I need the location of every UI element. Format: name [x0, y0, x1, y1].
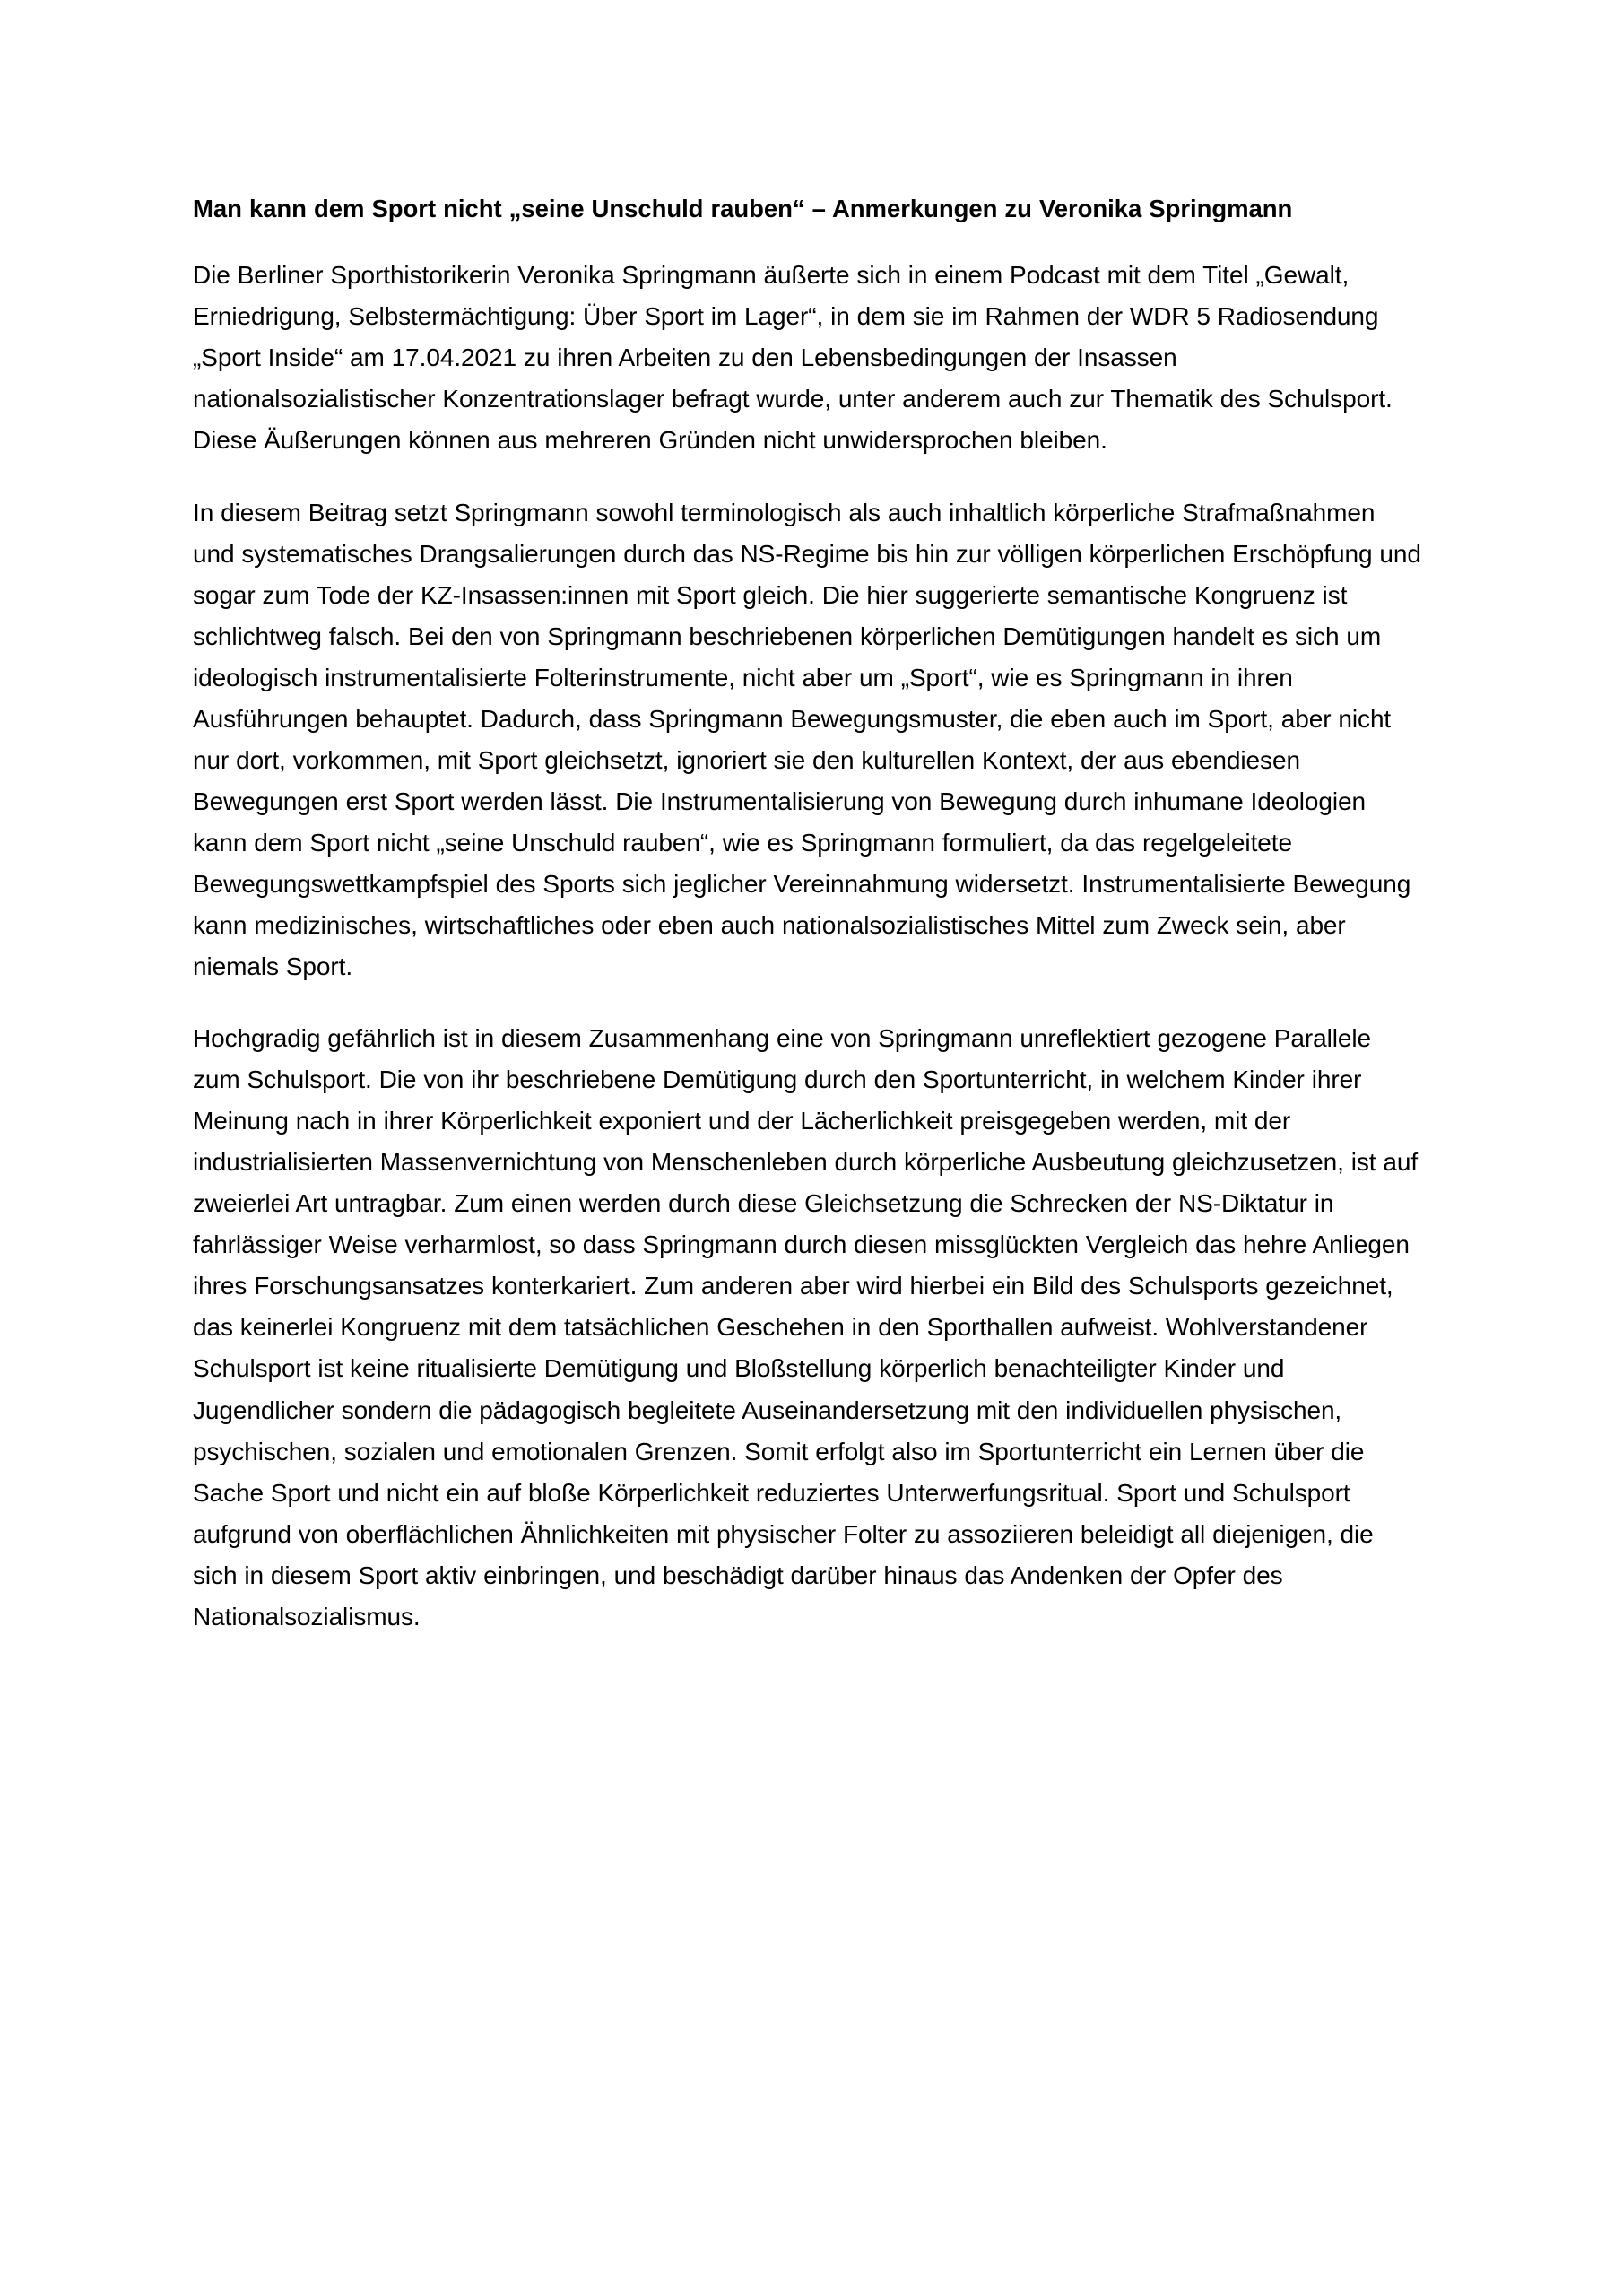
document-body [193, 193, 1421, 1638]
paragraph-1: Die Berliner Sporthistorikerin Veronika Springmann äußerte sich in einem Podcast mit dem Titel „Gewalt, Erniedrigung, Selbstermächtigung: Über Sport im Lager“, in dem sie im Rahmen der WDR 5 Radiosendung „Sport Inside“ am 17.04.2021 zu ihren Arbeiten zu den Lebensbedingungen der Insassen nationalsozialistischer Konzentrationslager befragt wurde, unter anderem auch zur Thematik des Schulsport. Diese Äußerungen können aus mehreren Gründen nicht unwidersprochen bleiben. [193, 261, 1393, 455]
paragraph-3: Hochgradig gefährlich ist in diesem Zusammenhang eine von Springmann unreflektiert gezogene Parallele zum Schulsport. Die von ihr beschriebene Demütigung durch den Sportunterricht, in welchem Kinder ihrer Meinung nach in ihrer Körperlichkeit exponiert und der Lächerlichkeit preisgegeben werden, mit der industrialisierten Massenvernichtung von Menschenleben durch körperliche Ausbeutung gleichzusetzen, ist auf zweierlei Art untragbar. Zum einen werden durch diese Gleichsetzung die Schrecken der NS-Diktatur in fahrlässiger Weise verharmlost, so dass Springmann durch diesen missglückten Vergleich das hehre Anliegen ihres Forschungsansatzes konterkariert. Zum anderen aber wird hierbei ein Bild des Schulsports gezeichnet, das keinerlei Kongruenz mit dem tatsächlichen Geschehen in den Sporthallen aufweist. Wohlverstandener Schulsport ist keine ritualisierte Demütigung und Bloßstellung körperlich benachteiligter Kinder und Jugendlicher sondern die pädagogisch begleitete Auseinandersetzung mit den individuellen physischen, psychischen, sozialen und emotionalen Grenzen. Somit erfolgt also im Sportunterricht ein Lernen über die Sache Sport und nicht ein auf bloße Körperlichkeit reduziertes Unterwerfungsritual. Sport und Schulsport aufgrund von oberflächlichen Ähnlichkeiten mit physischer Folter zu assoziieren beleidigt all diejenigen, die sich in diesem Sport aktiv einbringen, und beschädigt darüber hinaus das Andenken der Opfer des Nationalsozialismus. [193, 1024, 1419, 1631]
paragraph-2: In diesem Beitrag setzt Springmann sowohl terminologisch als auch inhaltlich körperliche Strafmaßnahmen und systematisches Drangsalierungen durch das NS-Regime bis hin zur völligen körperlichen Erschöpfung und sogar zum Tode der KZ-Insassen:innen mit Sport gleich. Die hier suggerierte semantische Kongruenz ist schlichtweg falsch. Bei den von Springmann beschriebenen körperlichen Demütigungen handelt es sich um ideologisch instrumentalisierte Folterinstrumente, nicht aber um „Sport“, wie es Springmann in ihren Ausführungen behauptet. Dadurch, dass Springmann Bewegungsmuster, die eben auch im Sport, aber nicht nur dort, vorkommen, mit Sport gleichsetzt, ignoriert sie den kulturellen Kontext, der aus ebendiesen Bewegungen erst Sport werden lässt. Die Instrumentalisierung von Bewegung durch inhumane Ideologien kann dem Sport nicht „seine Unschuld rauben“, wie es Springmann formuliert, da das regelgeleitete Bewegungswettkampfspiel des Sports sich jeglicher Vereinnahmung widersetzt. Instrumentalisierte Bewegung kann medizinisches, wirtschaftliches oder eben auch nationalsozialistisches Mittel zum Zweck sein, aber niemals Sport. [193, 498, 1421, 981]
page-title: Man kann dem Sport nicht „seine Unschuld rauben“ – Anmerkungen zu Veronika Springmann [193, 195, 1293, 222]
